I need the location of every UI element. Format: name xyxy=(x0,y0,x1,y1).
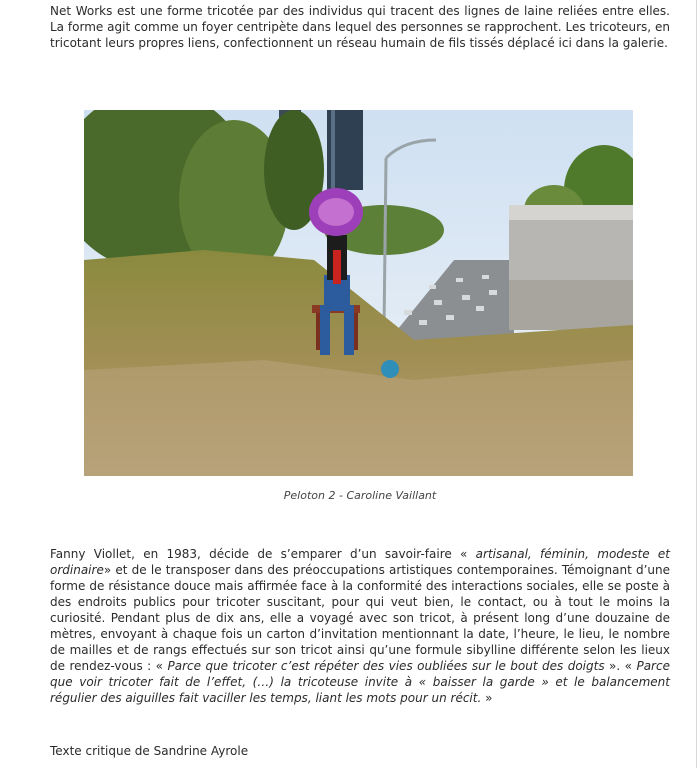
body-quote-2: Parce que tricoter c’est répéter des vies oubliées sur le bout des doigts xyxy=(167,659,605,673)
photo-caption: Peloton 2 - Caroline Vaillant xyxy=(283,489,437,502)
intro-paragraph: Net Works est une forme tricotée par des individus qui tracent des lignes de laine reliées entre elles. La forme agit comme un foyer centripète dans lequel des personnes se rapprochent. Les tricoteurs, en tricotant leurs propres liens, confectionnent un réseau humain de fils tissés déplacé ici dans la galerie. xyxy=(50,4,670,50)
body-text-1: Fanny Viollet, en 1983, décide de s’emparer d’un savoir-faire « xyxy=(50,547,476,561)
artwork-photo xyxy=(84,110,633,476)
body-text-4: » xyxy=(481,691,493,705)
body-text-3: ». « xyxy=(604,659,637,673)
body-quote-1: artisanal, féminin, modeste et ordinaire xyxy=(50,547,671,577)
body-text-2: » et de le transposer dans des préoccupations artistiques contemporaines. Témoignant d’une forme de résistance douce mais affirmée face à la conformité des interactions sociales, elle se poste à des endroits publics pour tricoter suscitant, pour qui veut bien, le contact, ou à tout le moins la curiosité. Pendant plus de dix ans, elle a voyagé avec son tricot, à présent long d’une douzaine de mètres, envoyant à chaque fois un carton d’invitation mentionnant la date, l’heure, le lieu, le nombre de mailles et de rangs effectués sur son tricot ainsi qu’une formule sibylline différente selon les lieux de rendez-vous : « xyxy=(50,563,670,673)
photo-illustration xyxy=(84,110,633,476)
author-signature: Texte critique de Sandrine Ayrole xyxy=(50,744,249,758)
body-paragraph xyxy=(50,546,670,706)
body-quote-3: Parce que voir tricoter fait de l’effet, (…) la tricoteuse invite à « baisser la garde » et le balancement régulier des aiguilles fait vaciller les temps, liant les mots pour un récit. xyxy=(50,659,670,705)
